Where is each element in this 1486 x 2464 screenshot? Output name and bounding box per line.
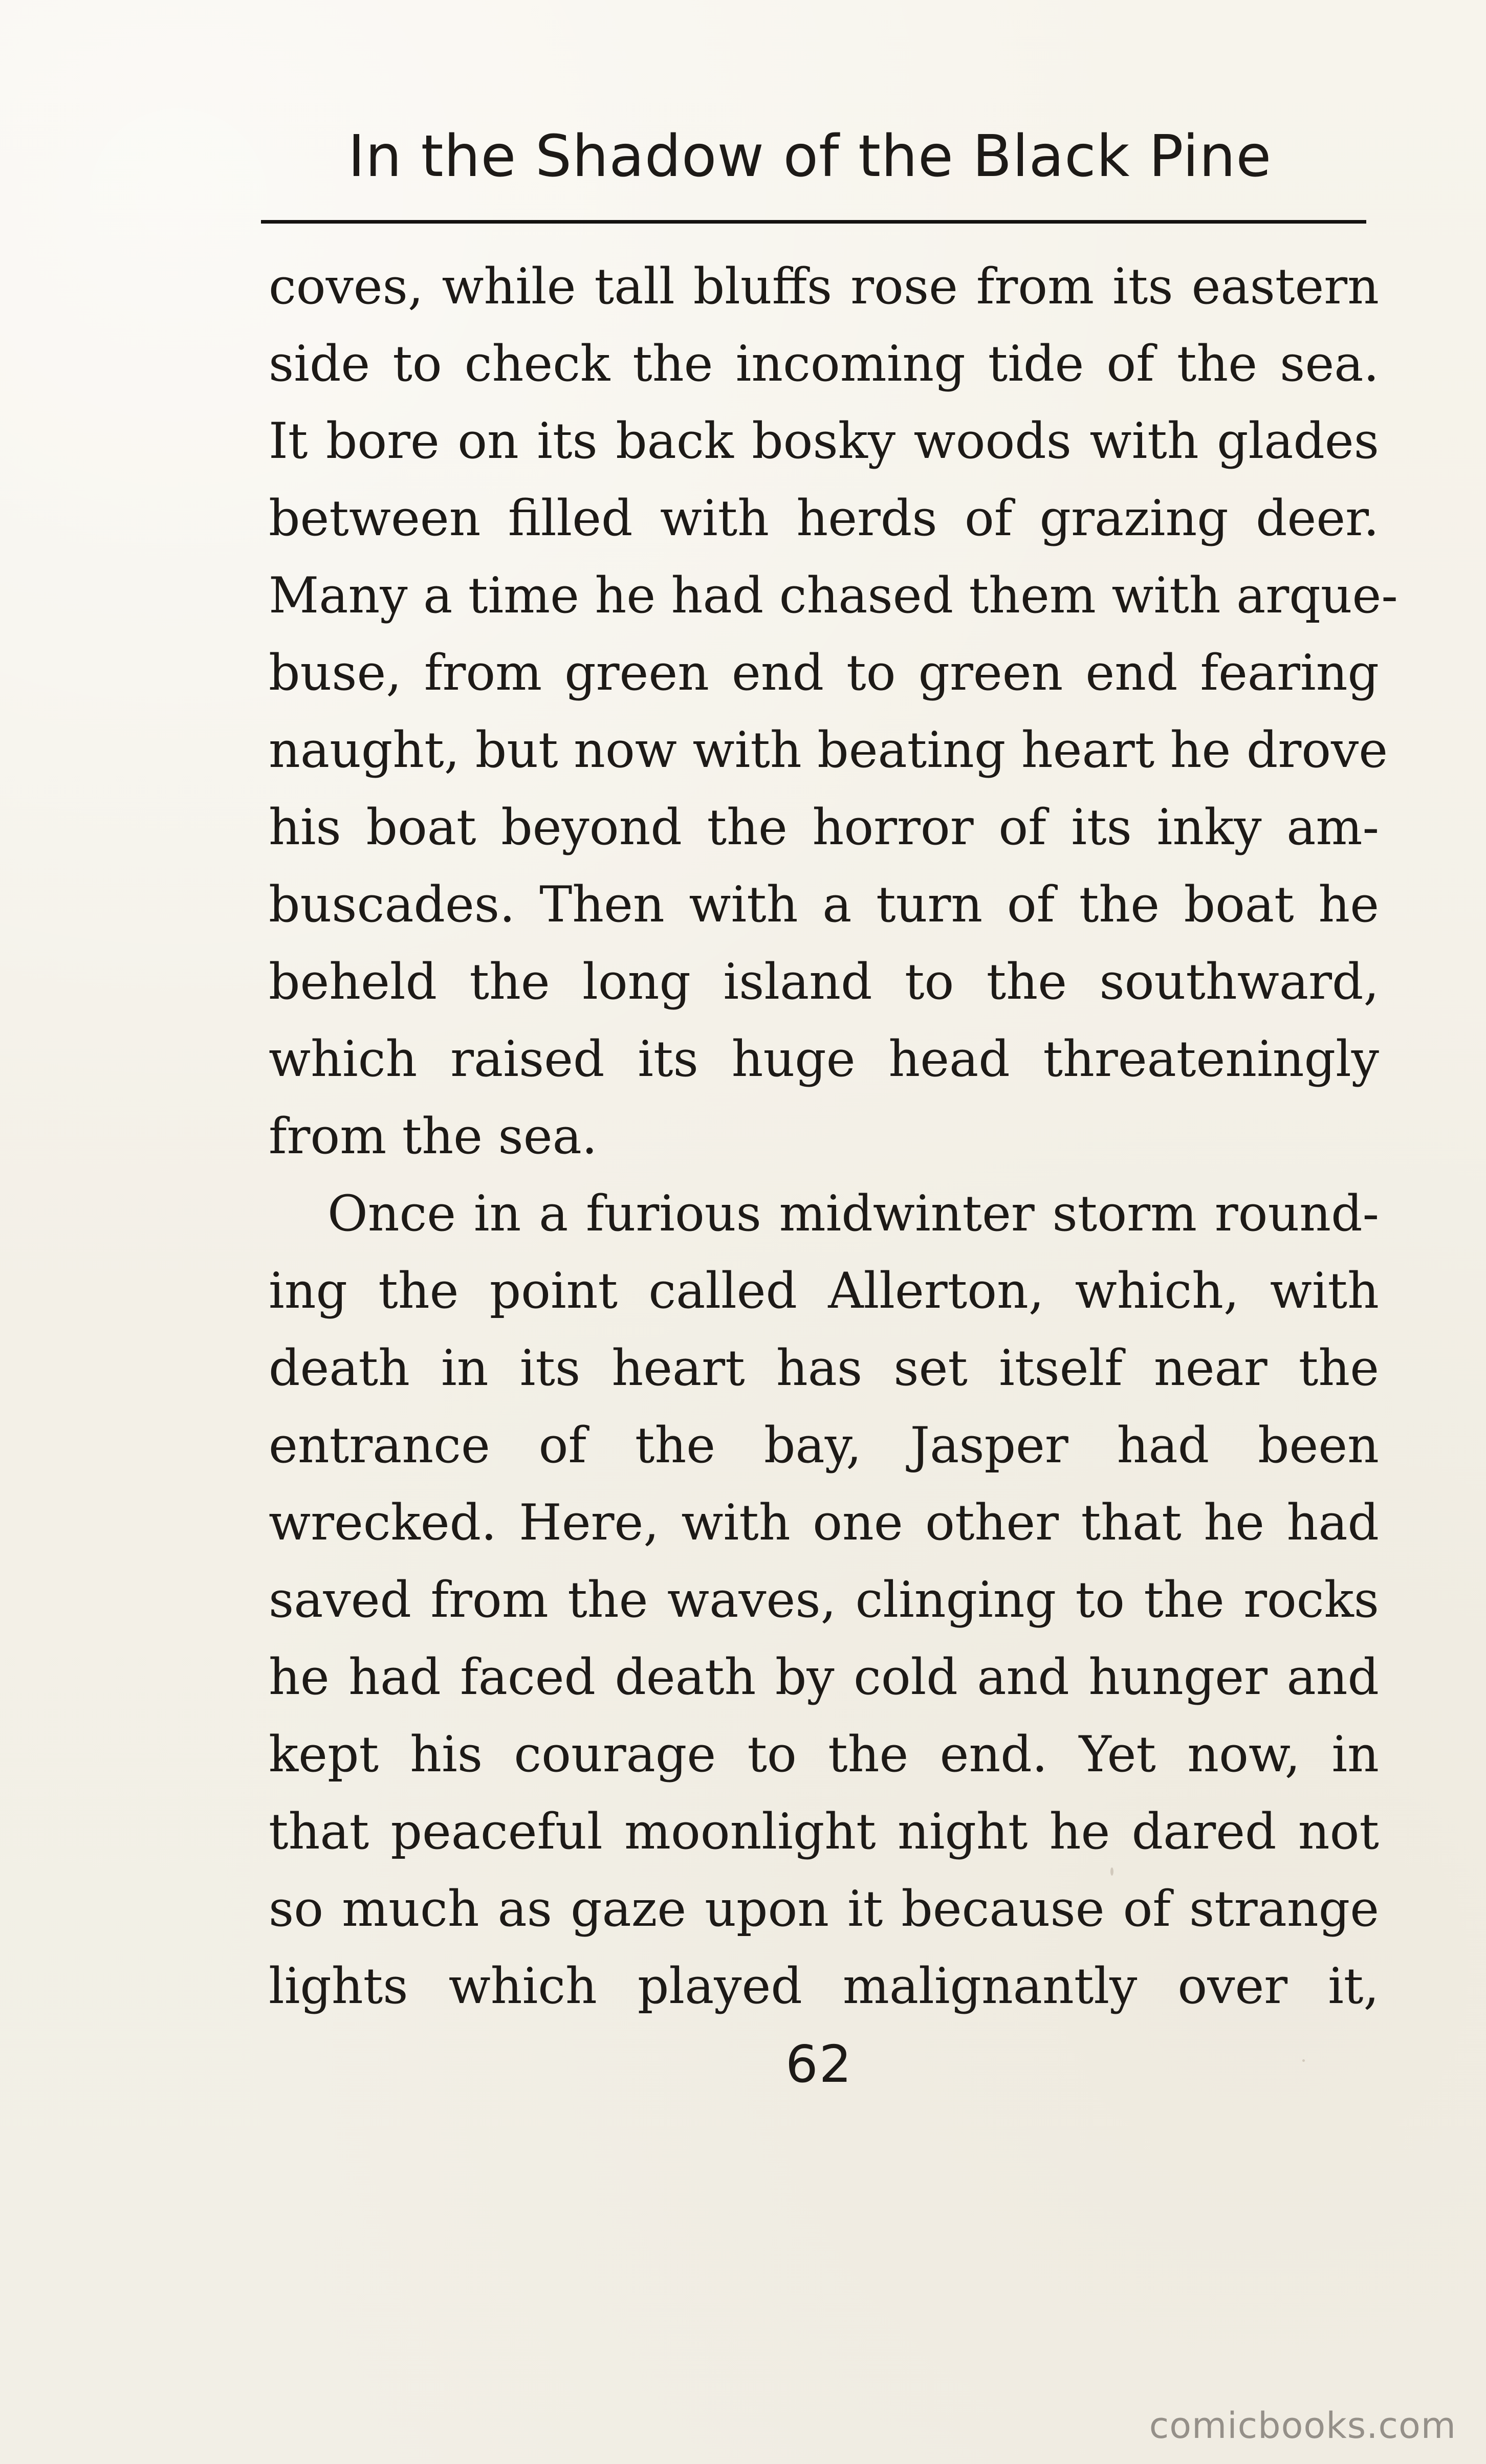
site-watermark: comicbooks.com	[1149, 2405, 1456, 2447]
text-line: naught, but now with beating heart he drove	[269, 721, 1388, 779]
text-line: which raised its huge head threateningly	[269, 1030, 1379, 1088]
paragraph-start-line: Once in a furious midwinter storm round-	[327, 1185, 1379, 1242]
text-line: so much as gaze upon it because of strange	[269, 1880, 1379, 1938]
paragraph-end-line: from the sea.	[269, 1108, 598, 1165]
text-line: ing the point called Allerton, which, with	[269, 1262, 1379, 1319]
paper-speck	[1302, 2059, 1305, 2062]
text-line: It bore on its back bosky woods with glades	[269, 412, 1379, 470]
text-line: coves, while tall bluffs rose from its eastern	[269, 258, 1379, 315]
text-line: his boat beyond the horror of its inky am-	[269, 799, 1379, 856]
text-line: that peaceful moonlight night he dared not	[269, 1803, 1379, 1860]
page-number: 62	[785, 2034, 853, 2094]
text-line: side to check the incoming tide of the sea.	[269, 335, 1379, 392]
text-line: lights which played malignantly over it,	[269, 1957, 1379, 2015]
header-rule	[261, 220, 1366, 224]
text-line: buscades. Then with a turn of the boat he	[269, 876, 1379, 933]
text-line: between filled with herds of grazing deer.	[269, 490, 1379, 547]
text-line: saved from the waves, clinging to the rocks	[269, 1571, 1379, 1629]
text-line: beheld the long island to the southward,	[269, 953, 1379, 1010]
text-line: kept his courage to the end. Yet now, in	[269, 1726, 1379, 1783]
text-line: buse, from green end to green end fearing	[269, 644, 1379, 701]
text-line: death in its heart has set itself near the	[269, 1339, 1379, 1397]
body-text	[269, 248, 1398, 2025]
text-line: entrance of the bay, Jasper had been	[269, 1417, 1379, 1474]
running-header-title: In the Shadow of the Black Pine	[348, 123, 1272, 190]
paper-speck	[1110, 1867, 1113, 1876]
text-line: Many a time he had chased them with arque-	[269, 567, 1398, 624]
text-line: wrecked. Here, with one other that he had	[269, 1494, 1379, 1551]
text-line: he had faced death by cold and hunger and	[269, 1648, 1379, 1706]
